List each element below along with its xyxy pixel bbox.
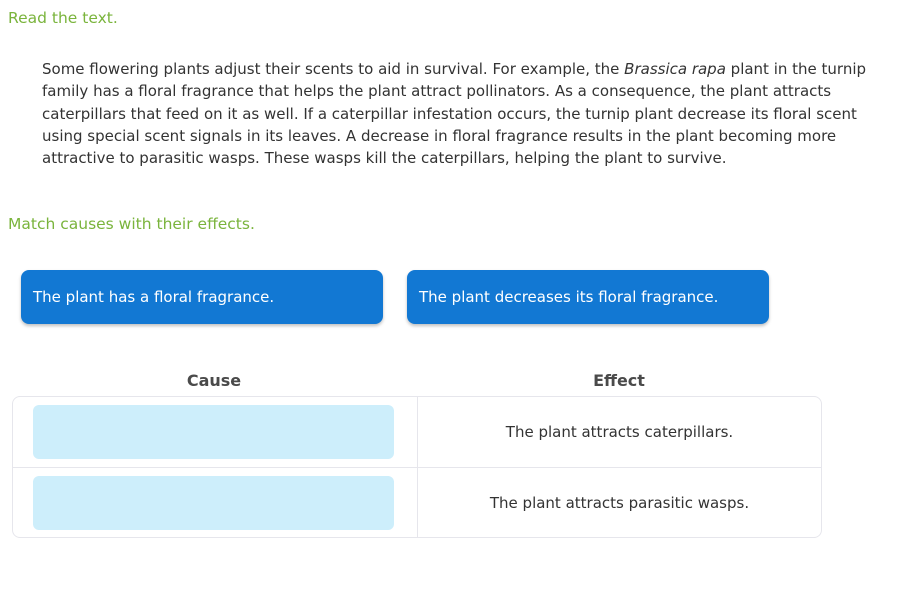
read-text-instruction: Read the text. [8, 9, 118, 27]
cause-effect-table [12, 396, 822, 538]
table-column-headers [12, 371, 822, 390]
passage-part1: Some flowering plants adjust their scents to aid in survival. For example, the [42, 60, 625, 78]
table-row [13, 467, 821, 537]
effect-text: The plant attracts caterpillars. [417, 397, 821, 467]
cause-drop-zone-1[interactable] [33, 405, 394, 459]
cause-drop-zone-2[interactable] [33, 476, 394, 530]
cause-cell [13, 397, 417, 467]
match-instruction: Match causes with their effects. [8, 215, 255, 234]
passage-part2: plant in the turnip family has a floral fragrance that helps the plant attract pollinators. As a consequence, the plant attracts caterpillars that feed on it as well. If a caterpillar infestation occurs, the turnip plant decrease its floral scent using special scent signals in its leaves. A decrease in floral fragrance results in the plant becoming more attractive to parasitic wasps. These wasps kill the caterpillars, helping the plant to survive. [42, 60, 867, 168]
cause-tile-decreases-fragrance[interactable]: The plant decreases its floral fragrance. [407, 270, 769, 324]
cause-tile-tray [21, 270, 913, 324]
passage-text [42, 58, 887, 169]
cause-tile-floral-fragrance[interactable]: The plant has a floral fragrance. [21, 270, 383, 324]
cause-cell [13, 468, 417, 537]
effect-column-header: Effect [593, 371, 645, 391]
table-row [13, 397, 821, 467]
passage-species-italic: Brassica rapa [624, 60, 726, 78]
effect-text: The plant attracts parasitic wasps. [417, 468, 821, 537]
cause-column-header: Cause [186, 371, 242, 391]
